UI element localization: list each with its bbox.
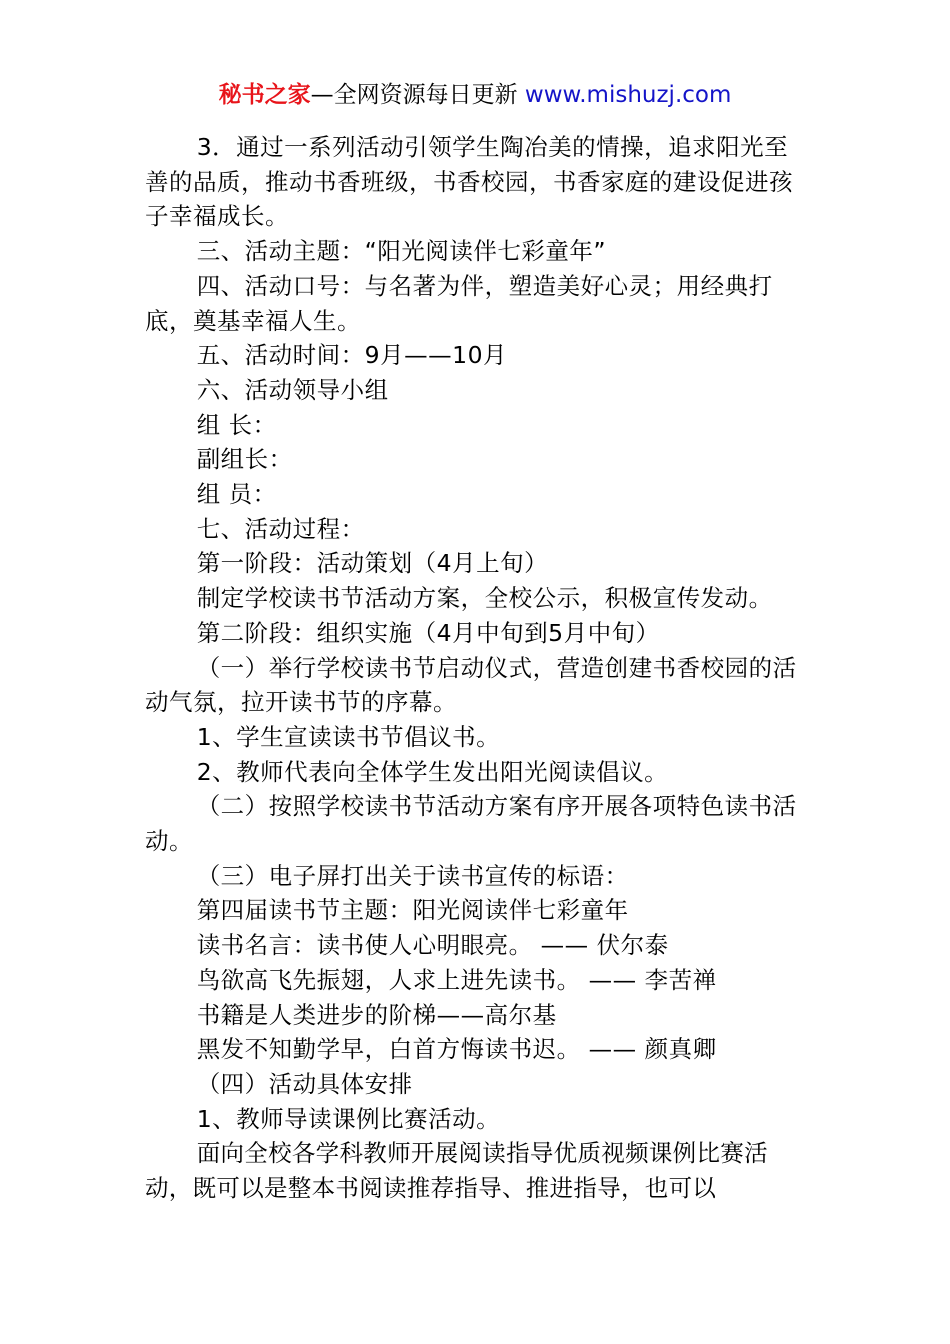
paragraph-quote-li-kuchan: 鸟欲高飞先振翅，人求上进先读书。 —— 李苦禅 [196,965,717,994]
header-tagline: —全网资源每日更新 [310,82,525,108]
paragraph-goal-3: 3．通过一系列活动引领学生陶冶美的情操，追求阳光至善的品质，推动书香班级，书香校园，书香家庭的建设促进孩子幸福成长。 [145,133,793,231]
paragraph-stage-1: 第一阶段：活动策划（4月上旬） [196,549,549,578]
paragraph-members: 组 员： [196,480,277,509]
paragraph-deputy-leader: 副组长： [196,445,293,474]
paragraph-item-4-1: 1、教师导读课例比赛活动。 [196,1104,501,1133]
paragraph-item-3: （三）电子屏打出关于读书宣传的标语： [196,861,629,890]
paragraph-item-4: （四）活动具体安排 [196,1069,413,1098]
paragraph-item-1-1: 1、学生宣读读书节倡议书。 [196,722,501,751]
paragraph-quote-gorky: 书籍是人类进步的阶梯——高尔基 [196,1000,557,1029]
paragraph-quote-yan-zhenqing: 黑发不知勤学早，白首方悔读书迟。 —— 颜真卿 [196,1035,717,1064]
paragraph-time: 五、活动时间：9月——10月 [196,341,508,370]
page-header [0,78,950,112]
paragraph-theme: 三、活动主题：“阳光阅读伴七彩童年” [196,237,607,266]
paragraph-item-2: （二）按照学校读书节活动方案有序开展各项特色读书活动。 [145,792,797,856]
paragraph-quote-voltaire: 读书名言：读书使人心明眼亮。 —— 伏尔泰 [196,931,669,960]
paragraph-stage-1-detail: 制定学校读书节活动方案，全校公示，积极宣传发动。 [196,584,773,613]
site-url-link[interactable]: www.mishuzj.com [524,82,732,108]
paragraph-leadership: 六、活动领导小组 [196,375,389,404]
paragraph-item-4-1-detail: 面向全校各学科教师开展阅读指导优质视频课例比赛活动，既可以是整本书阅读推荐指导、推进指导，也可以 [145,1139,768,1203]
paragraph-leader: 组 长： [196,410,277,439]
paragraph-festival-theme: 第四届读书节主题：阳光阅读伴七彩童年 [196,896,629,925]
paragraph-item-1: （一）举行学校读书节启动仪式，营造创建书香校园的活动气氛，拉开读书节的序幕。 [145,653,797,717]
brand-name: 秘书之家 [218,82,311,108]
document-body [145,130,807,1206]
paragraph-slogan: 四、活动口号：与名著为伴，塑造美好心灵；用经典打底，奠基幸福人生。 [145,271,773,335]
paragraph-stage-2: 第二阶段：组织实施（4月中旬到5月中旬） [196,618,660,647]
paragraph-item-1-2: 2、教师代表向全体学生发出阳光阅读倡议。 [196,757,669,786]
paragraph-process: 七、活动过程： [196,514,365,543]
